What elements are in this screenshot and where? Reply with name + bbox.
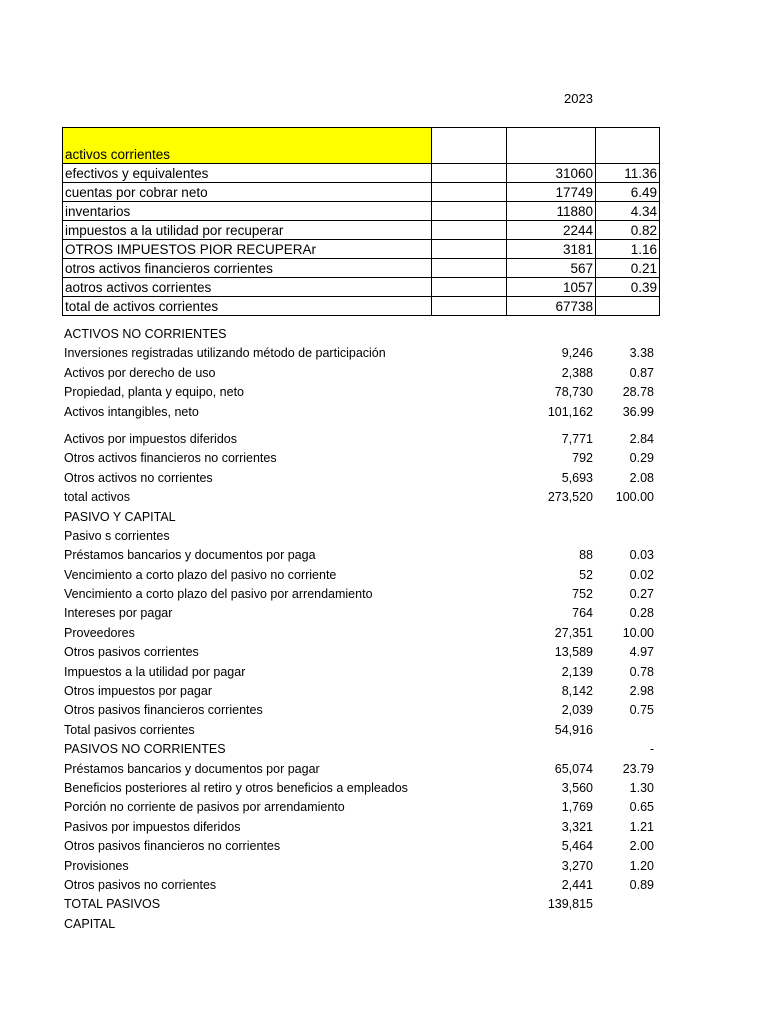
- balance-sheet-rows: [64, 325, 664, 934]
- row-percent[interactable]: 0.65: [629, 800, 654, 815]
- list-item: [64, 915, 664, 934]
- row-percent[interactable]: 0.87: [629, 365, 654, 380]
- row-label[interactable]: ACTIVOS NO CORRIENTES: [64, 327, 227, 341]
- row-percent[interactable]: 2.84: [629, 431, 654, 446]
- row-label[interactable]: total de activos corrientes: [63, 297, 432, 316]
- list-item: [64, 449, 664, 468]
- row-value[interactable]: 65,074: [554, 761, 593, 776]
- row-value[interactable]: 752: [572, 587, 593, 602]
- row-value[interactable]: 5,693: [561, 470, 593, 485]
- list-item: [64, 383, 664, 402]
- row-label[interactable]: Préstamos bancarios y documentos por paga: [64, 548, 316, 563]
- row-percent[interactable]: 0.27: [629, 587, 654, 602]
- list-item: [64, 566, 664, 585]
- row-value[interactable]: 31060: [507, 164, 596, 183]
- list-item: [64, 585, 664, 604]
- list-item: [64, 604, 664, 623]
- table-row: [63, 240, 660, 259]
- row-percent[interactable]: 100.00: [615, 490, 654, 505]
- row-percent[interactable]: 0.75: [629, 703, 654, 718]
- list-item: [64, 663, 664, 682]
- row-value[interactable]: 3,560: [561, 780, 593, 795]
- row-label[interactable]: Otros impuestos por pagar: [64, 684, 212, 699]
- row-value[interactable]: 17749: [507, 183, 596, 202]
- row-value[interactable]: 139,815: [547, 897, 593, 912]
- row-percent[interactable]: 0.82: [596, 221, 660, 240]
- list-item: [64, 364, 664, 383]
- table-row: [63, 183, 660, 202]
- list-item: [64, 508, 664, 527]
- list-item: [64, 682, 664, 701]
- list-item: [64, 895, 664, 914]
- row-value[interactable]: 5,464: [561, 839, 593, 854]
- empty-cell[interactable]: [432, 164, 507, 183]
- row-percent[interactable]: 11.36: [596, 164, 660, 183]
- list-item: [64, 818, 664, 837]
- list-item: [64, 701, 664, 720]
- year-header: 2023: [564, 91, 593, 106]
- list-item: [64, 779, 664, 798]
- list-item: [64, 760, 664, 779]
- current-assets-header[interactable]: activos corrientes: [63, 128, 432, 164]
- row-value[interactable]: 567: [507, 259, 596, 278]
- row-label[interactable]: Otros activos financieros no corrientes: [64, 451, 277, 466]
- list-item: [64, 430, 664, 449]
- row-label[interactable]: Porción no corriente de pasivos por arrendamiento: [64, 800, 345, 815]
- table-row-total: [63, 297, 660, 316]
- row-value[interactable]: 3,270: [561, 858, 593, 873]
- list-item: [64, 624, 664, 643]
- table-row: [63, 259, 660, 278]
- row-value[interactable]: 1057: [507, 278, 596, 297]
- row-value[interactable]: 3181: [507, 240, 596, 259]
- row-label[interactable]: PASIVOS NO CORRIENTES: [64, 742, 226, 757]
- empty-cell[interactable]: [432, 240, 507, 259]
- row-label[interactable]: Inversiones registradas utilizando método de participación: [64, 346, 386, 361]
- list-item: [64, 546, 664, 565]
- table-header-row: [63, 128, 660, 164]
- row-value[interactable]: 273,520: [547, 490, 593, 505]
- row-value[interactable]: 54,916: [554, 722, 593, 737]
- row-label[interactable]: TOTAL PASIVOS: [64, 897, 161, 912]
- row-label[interactable]: impuestos a la utilidad por recuperar: [63, 221, 432, 240]
- empty-cell[interactable]: [432, 202, 507, 221]
- row-label[interactable]: inventarios: [63, 202, 432, 221]
- empty-cell[interactable]: [432, 259, 507, 278]
- row-percent[interactable]: 0.21: [596, 259, 660, 278]
- row-value[interactable]: 2,139: [561, 664, 593, 679]
- empty-cell[interactable]: [432, 297, 507, 316]
- row-label[interactable]: Otros pasivos financieros corrientes: [64, 703, 263, 718]
- row-percent[interactable]: 23.79: [622, 761, 654, 776]
- empty-cell[interactable]: [432, 221, 507, 240]
- row-value[interactable]: 101,162: [547, 404, 593, 419]
- row-label[interactable]: Total pasivos corrientes: [64, 722, 195, 737]
- row-label[interactable]: Otros pasivos no corrientes: [64, 877, 217, 892]
- row-percent[interactable]: 4.97: [629, 645, 654, 660]
- table-row: [63, 221, 660, 240]
- row-label[interactable]: Proveedores: [64, 625, 135, 640]
- row-value[interactable]: 2244: [507, 221, 596, 240]
- row-label[interactable]: Vencimiento a corto plazo del pasivo por arrendamiento: [64, 587, 373, 602]
- table-row: [63, 202, 660, 221]
- row-value[interactable]: 8,142: [561, 684, 593, 699]
- row-percent[interactable]: 0.28: [629, 606, 654, 621]
- row-label[interactable]: aotros activos corrientes: [63, 278, 432, 297]
- current-assets-table: [62, 127, 660, 316]
- row-percent[interactable]: 0.78: [629, 664, 654, 679]
- row-percent[interactable]: 10.00: [622, 625, 654, 640]
- row-percent[interactable]: 1.21: [629, 819, 654, 834]
- row-value[interactable]: 764: [572, 606, 593, 621]
- row-label[interactable]: Pasivo s corrientes: [64, 528, 170, 543]
- row-value[interactable]: 9,246: [561, 346, 593, 361]
- list-item: [64, 344, 664, 363]
- row-label[interactable]: Activos por derecho de uso: [64, 365, 216, 380]
- list-item: [64, 325, 664, 344]
- row-label[interactable]: cuentas por cobrar neto: [63, 183, 432, 202]
- row-label[interactable]: total activos: [64, 490, 131, 505]
- row-label[interactable]: Beneficios posteriores al retiro y otros beneficios a empleados: [64, 780, 408, 795]
- row-value[interactable]: 67738: [507, 297, 596, 316]
- row-percent[interactable]: 0.03: [629, 548, 654, 563]
- empty-cell[interactable]: [432, 128, 507, 164]
- row-percent[interactable]: 6.49: [596, 183, 660, 202]
- row-value[interactable]: 2,388: [561, 365, 593, 380]
- row-percent[interactable]: 0.39: [596, 278, 660, 297]
- table-row: [63, 164, 660, 183]
- list-item: [64, 643, 664, 662]
- row-value[interactable]: 52: [579, 567, 593, 582]
- row-label[interactable]: efectivos y equivalentes: [63, 164, 432, 183]
- row-label[interactable]: OTROS IMPUESTOS PIOR RECUPERAr: [63, 240, 432, 259]
- list-item: [64, 527, 664, 546]
- list-item: [64, 403, 664, 422]
- list-item: [64, 469, 664, 488]
- list-item: [64, 488, 664, 507]
- list-item: [64, 721, 664, 740]
- list-item: [64, 857, 664, 876]
- row-percent[interactable]: 0.02: [629, 567, 654, 582]
- row-value[interactable]: 13,589: [554, 645, 593, 660]
- list-item: [64, 798, 664, 817]
- row-label[interactable]: Propiedad, planta y equipo, neto: [64, 385, 244, 400]
- row-label[interactable]: Préstamos bancarios y documentos por pagar: [64, 761, 320, 776]
- row-percent[interactable]: 2.98: [629, 684, 654, 699]
- row-label[interactable]: Otros pasivos financieros no corrientes: [64, 839, 281, 854]
- row-percent[interactable]: -: [649, 742, 654, 757]
- row-value[interactable]: 78,730: [554, 385, 593, 400]
- row-label[interactable]: Provisiones: [64, 858, 129, 873]
- row-label[interactable]: Intereses por pagar: [64, 606, 173, 621]
- empty-cell[interactable]: [596, 128, 660, 164]
- table-row: [63, 278, 660, 297]
- row-percent[interactable]: 2.00: [629, 839, 654, 854]
- row-percent[interactable]: 1.20: [629, 858, 654, 873]
- row-value[interactable]: 7,771: [561, 431, 593, 446]
- row-value[interactable]: 11880: [507, 202, 596, 221]
- row-label[interactable]: Activos intangibles, neto: [64, 404, 199, 419]
- row-label[interactable]: Vencimiento a corto plazo del pasivo no corriente: [64, 567, 337, 582]
- row-value[interactable]: 2,039: [561, 703, 593, 718]
- row-label[interactable]: Impuestos a la utilidad por pagar: [64, 664, 246, 679]
- row-label[interactable]: PASIVO Y CAPITAL: [64, 509, 176, 524]
- row-value[interactable]: 792: [572, 451, 593, 466]
- row-value[interactable]: 27,351: [554, 625, 593, 640]
- row-label[interactable]: Otros pasivos corrientes: [64, 645, 199, 660]
- empty-cell[interactable]: [507, 128, 596, 164]
- list-item: [64, 740, 664, 759]
- row-percent[interactable]: 2.08: [629, 470, 654, 485]
- row-value[interactable]: 3,321: [561, 819, 593, 834]
- row-percent[interactable]: 1.16: [596, 240, 660, 259]
- row-label[interactable]: Activos por impuestos diferidos: [64, 431, 237, 446]
- row-label[interactable]: Pasivos por impuestos diferidos: [64, 819, 241, 834]
- row-percent[interactable]: 0.29: [629, 451, 654, 466]
- row-percent[interactable]: 1.30: [629, 780, 654, 795]
- row-percent[interactable]: 0.89: [629, 877, 654, 892]
- row-label[interactable]: Otros activos no corrientes: [64, 470, 213, 485]
- row-percent[interactable]: 4.34: [596, 202, 660, 221]
- row-value[interactable]: 88: [579, 548, 593, 563]
- row-percent[interactable]: 28.78: [622, 385, 654, 400]
- row-percent[interactable]: 3.38: [629, 346, 654, 361]
- list-item: [64, 876, 664, 895]
- row-percent[interactable]: [596, 297, 660, 316]
- row-value[interactable]: 2,441: [561, 877, 593, 892]
- list-item: [64, 837, 664, 856]
- row-percent[interactable]: 36.99: [622, 404, 654, 419]
- row-value[interactable]: 1,769: [561, 800, 593, 815]
- row-label[interactable]: otros activos financieros corrientes: [63, 259, 432, 278]
- empty-cell[interactable]: [432, 183, 507, 202]
- empty-cell[interactable]: [432, 278, 507, 297]
- row-label[interactable]: CAPITAL: [64, 916, 116, 931]
